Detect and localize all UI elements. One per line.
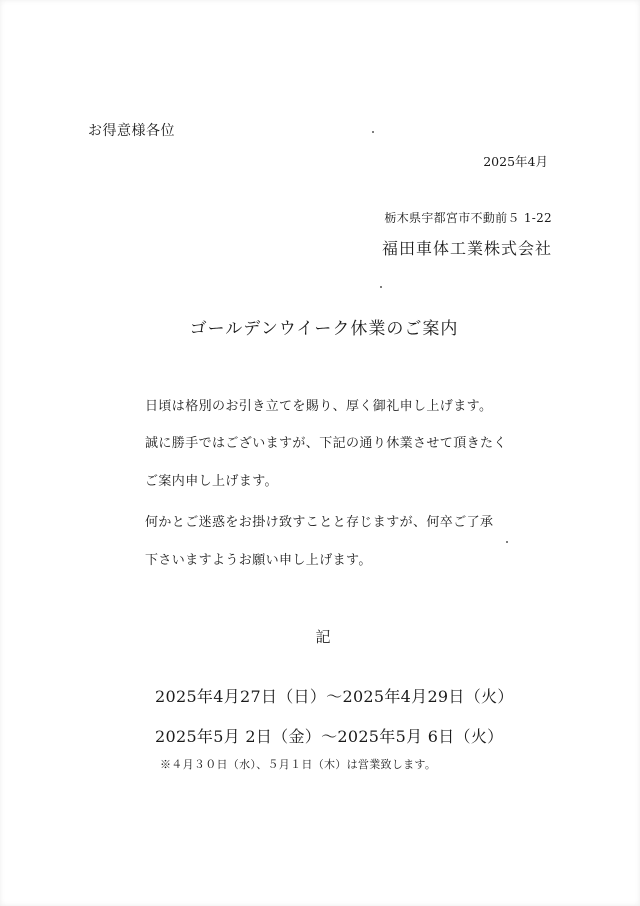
closure-period: 2025年4月27日（日）～2025年4月29日（火） [155,687,514,706]
body-line: 誠に勝手ではございますが、下記の通り休業させて頂きたく [145,436,507,451]
body-line: 何かとご迷惑をお掛け致すことと存じますが、何卒ご了承 [145,515,494,530]
recipient: お得意様各位 [88,123,175,139]
business-note: ※４月３０日（水）、５月１日（木）は営業致します。 [160,758,437,771]
notice-heading: 記 [315,628,331,646]
scan-speck [380,286,382,288]
body-line: 下さいますようお願い申し上げます。 [145,553,372,568]
body-line: 日頃は格別のお引き立てを賜り、厚く御礼申し上げます。 [145,399,493,414]
letter-date: 2025年4月 [483,154,548,169]
company-name: 福田車体工業株式会社 [381,239,552,258]
company-address: 栃木県宇都宮市不動前５ 1-22 [384,211,552,225]
scan-speck [372,131,374,133]
closure-period: 2025年5月 2日（金）～2025年5月 6日（火） [155,727,504,746]
page-title: ゴールデンウイーク休業のご案内 [189,319,459,339]
scan-speck [506,541,508,543]
body-line: ご案内申し上げます。 [145,474,278,489]
